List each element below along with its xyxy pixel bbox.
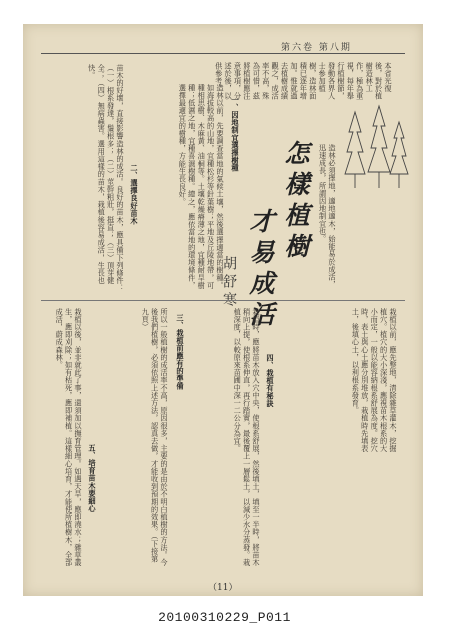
section-2-heading: 二、選擇良好苗木 [130, 164, 139, 225]
section-3-heading: 三、栽植前應有的準備 [176, 314, 185, 390]
intro-text-side: 造林必須擇地，適地適木，始能易於成活，迅速成長，所謂因地制宜也。 [318, 144, 337, 289]
section-5-body: 栽植以後，並非就此了事，還須加以撫育管理。如遇天旱，應即澆水；雜草叢生，應即刈除；如有枯死，應即補植。這樣細心培育，才能使所植樹木，全部成活，蔚成森林。 [55, 308, 83, 567]
page-number: （11） [208, 583, 238, 593]
article-title-line-1: 怎樣植樹 [281, 140, 310, 264]
article-author: 胡舒寒 [221, 256, 237, 310]
scan-caption: 20100310229_P011 [158, 610, 291, 625]
pine-trees-illustration [341, 102, 411, 192]
section-1-heading: 一、因地制宜選擇樹種 [231, 96, 240, 172]
issue-label: 第六卷 第八期 [281, 43, 352, 53]
left-column-text: 所以一般植樹的成活率不高，原因很多，主要的是由於不明白植樹的方法。今後我們植樹，必須依照上述方法，認真去做，才能收到預期的效果。（下接第九頁） [141, 308, 169, 567]
section-5-heading: 五、培育苗木要細心 [88, 444, 97, 513]
section-1-body: 造林以前，先要調查當地的氣候土壤，然後選擇適當的樹種。如海拔較高的山地，宜種松杉等針葉樹；平地及丘陵地帶，可種相思樹、木麻黃、油桐等。土壤乾燥瘠薄之地，宜種耐旱樹種；低濕之地，宜種喜濕樹種。總之，應依當地的環境條件，選擇最適宜的樹種，方能生長良好。 [178, 84, 225, 290]
section-4-heading: 四、栽植有秘訣 [266, 354, 275, 408]
magazine-page [23, 24, 423, 596]
intro-text-top: 本省光復後，對於植樹造林工作，極為重視，每年舉行植樹節，發動各界人士參加植樹，造林面積已逐年增加。惟就過去植樹成績觀之，成活率不高，殊為可惜，茲將植樹應注意事項，分述於後，以供參考。 [214, 62, 393, 100]
section-3-body: 栽植以前，應先整地，清除雜草灌木，挖掘植穴。植穴的大小深淺，應視苗木根系的大小而定，一般以能容納根系舒展為度。挖穴時，表土與心土應分別堆放，栽植時先填表土，後填心土，以利根系發育。 [351, 308, 398, 453]
section-4-body: 栽植時，應將苗木放入穴中央，使根系舒展，然後填土，填至一半時，將苗木稍向上提，使根系伸直，再行踏實，最後覆上一層鬆土，以減少水分蒸發。栽植深度，以較原來苗圃中深一二公分為宜。 [233, 308, 261, 567]
header-rule [41, 53, 405, 54]
middle-rule [41, 300, 405, 301]
article-title-line-2: 才易成活 [246, 208, 275, 332]
section-2-body: 苗木的好壞，直接影響造林的成活。良好的苗木，應具備下列條件：（一）根系發達，鬚根多；（二）莖幹粗壯，挺直；（三）頂芽健全；（四）無病蟲害。選用這樣的苗木，栽植後容易成活，生長也快。 [87, 64, 125, 292]
